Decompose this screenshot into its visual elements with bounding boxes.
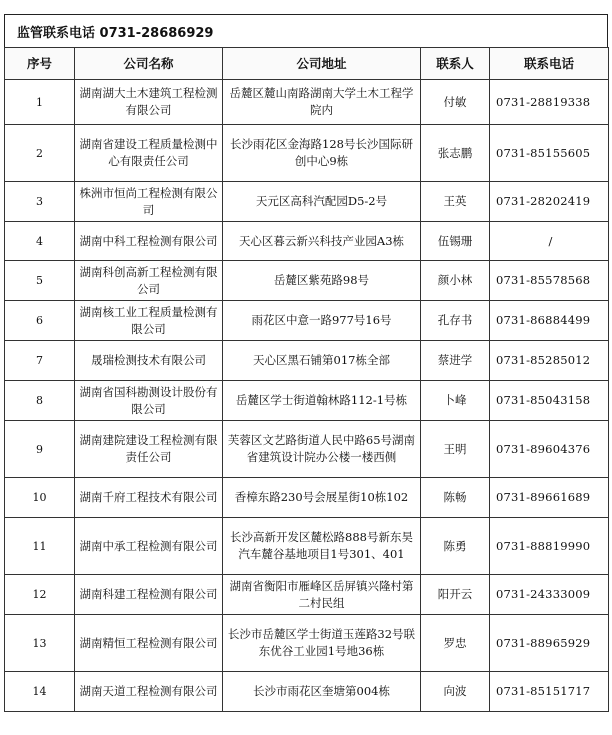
row-phone: 0731-28202419: [490, 182, 609, 222]
table-row: [5, 615, 609, 672]
contact-sheet: [4, 14, 608, 730]
table-row: [5, 80, 609, 125]
row-contact: 颜小林: [421, 261, 490, 301]
row-contact: 孔存书: [421, 301, 490, 341]
row-company: 湖南科建工程检测有限公司: [75, 575, 223, 615]
row-contact: 向波: [421, 672, 490, 712]
row-company: 晟瑞检测技术有限公司: [75, 341, 223, 381]
row-address: 长沙市岳麓区学士街道玉莲路32号联东优谷工业园1号地36栋: [223, 615, 421, 672]
row-contact: 阳开云: [421, 575, 490, 615]
column-header-contact: 联系人: [421, 48, 490, 80]
row-contact: 付敏: [421, 80, 490, 125]
row-company: 湖南核工业工程质量检测有限公司: [75, 301, 223, 341]
row-seq: 3: [5, 182, 75, 222]
row-address: 天心区黑石铺第017栋全部: [223, 341, 421, 381]
row-contact: 罗忠: [421, 615, 490, 672]
row-seq: 4: [5, 222, 75, 261]
supervision-phone-title: 监管联系电话 0731-28686929: [4, 14, 608, 47]
row-address: 天心区暮云新兴科技产业园A3栋: [223, 222, 421, 261]
row-company: 湖南湖大土木建筑工程检测有限公司: [75, 80, 223, 125]
row-phone: 0731-24333009: [490, 575, 609, 615]
row-contact: 王明: [421, 421, 490, 478]
row-seq: 11: [5, 518, 75, 575]
row-seq: 7: [5, 341, 75, 381]
row-phone: 0731-85151717: [490, 672, 609, 712]
row-phone: 0731-85578568: [490, 261, 609, 301]
row-phone: 0731-88965929: [490, 615, 609, 672]
row-seq: 6: [5, 301, 75, 341]
row-seq: 12: [5, 575, 75, 615]
row-address: 香樟东路230号会展星街10栋102: [223, 478, 421, 518]
row-phone: 0731-89661689: [490, 478, 609, 518]
row-seq: 2: [5, 125, 75, 182]
row-company: 湖南千府工程技术有限公司: [75, 478, 223, 518]
table-row: [5, 421, 609, 478]
row-seq: 13: [5, 615, 75, 672]
row-seq: 8: [5, 381, 75, 421]
row-seq: 14: [5, 672, 75, 712]
row-phone: 0731-85155605: [490, 125, 609, 182]
row-seq: 5: [5, 261, 75, 301]
row-seq: 9: [5, 421, 75, 478]
row-company: 湖南科创高新工程检测有限公司: [75, 261, 223, 301]
row-company: 湖南精恒工程检测有限公司: [75, 615, 223, 672]
row-phone: 0731-85043158: [490, 381, 609, 421]
table-row: [5, 301, 609, 341]
row-company: 湖南天道工程检测有限公司: [75, 672, 223, 712]
row-address: 岳麓区学士街道翰林路112-1号栋: [223, 381, 421, 421]
row-company: 湖南中承工程检测有限公司: [75, 518, 223, 575]
row-phone: /: [490, 222, 609, 261]
row-phone: 0731-89604376: [490, 421, 609, 478]
row-phone: 0731-86884499: [490, 301, 609, 341]
row-address: 岳麓区麓山南路湖南大学土木工程学院内: [223, 80, 421, 125]
column-header-phone: 联系电话: [490, 48, 609, 80]
table-row: [5, 478, 609, 518]
row-contact: 伍锡珊: [421, 222, 490, 261]
table-row: [5, 518, 609, 575]
row-seq: 10: [5, 478, 75, 518]
row-phone: 0731-85285012: [490, 341, 609, 381]
row-phone: 0731-28819338: [490, 80, 609, 125]
column-header-seq: 序号: [5, 48, 75, 80]
row-address: 湖南省衡阳市雁峰区岳屏镇兴隆村第二村民组: [223, 575, 421, 615]
table-row: [5, 261, 609, 301]
table-row: [5, 575, 609, 615]
row-seq: 1: [5, 80, 75, 125]
row-address: 长沙高新开发区麓松路888号新东昊汽车麓谷基地项目1号301、401: [223, 518, 421, 575]
company-table: [4, 47, 609, 712]
row-address: 芙蓉区文艺路街道人民中路65号湖南省建筑设计院办公楼一楼西侧: [223, 421, 421, 478]
table-row: [5, 125, 609, 182]
table-row: [5, 222, 609, 261]
row-contact: 卜峰: [421, 381, 490, 421]
row-address: 长沙雨花区金海路128号长沙国际研创中心9栋: [223, 125, 421, 182]
row-contact: 蔡进学: [421, 341, 490, 381]
row-address: 雨花区中意一路977号16号: [223, 301, 421, 341]
row-contact: 张志鹏: [421, 125, 490, 182]
table-row: [5, 381, 609, 421]
table-row: [5, 182, 609, 222]
table-row: [5, 341, 609, 381]
row-company: 湖南省建设工程质量检测中心有限责任公司: [75, 125, 223, 182]
row-company: 湖南中科工程检测有限公司: [75, 222, 223, 261]
column-header-address: 公司地址: [223, 48, 421, 80]
table-row: [5, 672, 609, 712]
row-phone: 0731-88819990: [490, 518, 609, 575]
column-header-company: 公司名称: [75, 48, 223, 80]
row-company: 湖南省国科勘测设计股份有限公司: [75, 381, 223, 421]
row-address: 岳麓区紫苑路98号: [223, 261, 421, 301]
row-contact: 王英: [421, 182, 490, 222]
table-header-row: [5, 48, 609, 80]
row-company: 株洲市恒尚工程检测有限公司: [75, 182, 223, 222]
row-contact: 陈勇: [421, 518, 490, 575]
row-address: 长沙市雨花区奎塘第004栋: [223, 672, 421, 712]
row-company: 湖南建院建设工程检测有限责任公司: [75, 421, 223, 478]
row-contact: 陈畅: [421, 478, 490, 518]
row-address: 天元区高科汽配园D5-2号: [223, 182, 421, 222]
